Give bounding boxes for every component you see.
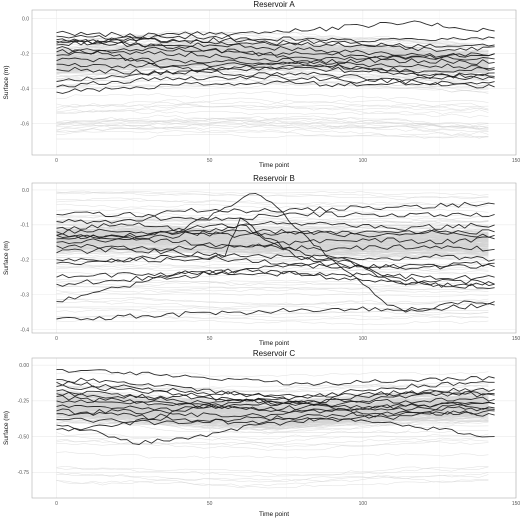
x-tick-label: 0 <box>55 501 58 507</box>
x-tick-label: 100 <box>358 158 368 164</box>
y-tick-label: -0.25 <box>17 398 29 405</box>
chart-title: Reservoir B <box>253 174 295 183</box>
y-axis-title: Surface (m) <box>3 65 10 100</box>
y-axis-title: Surface (m) <box>3 411 10 445</box>
chart-title: Reservoir C <box>252 349 296 358</box>
y-tick-label: -0.2 <box>20 257 29 264</box>
y-tick-label: 0.0 <box>22 187 29 194</box>
y-tick-label: 0.00 <box>19 362 29 369</box>
x-tick-label: 150 <box>511 501 521 507</box>
y-tick-label: -0.50 <box>17 434 29 441</box>
x-tick-label: 100 <box>358 501 368 507</box>
y-axis-title: Surface (m) <box>3 241 10 275</box>
x-tick-label: 50 <box>206 158 213 164</box>
x-tick-label: 150 <box>511 336 521 342</box>
y-tick-label: -0.3 <box>20 292 29 299</box>
x-axis-title: Time point <box>258 162 290 169</box>
chart-panel-2 <box>3 174 520 347</box>
y-tick-label: -0.4 <box>20 327 29 334</box>
chart-title: Reservoir A <box>253 0 295 9</box>
y-tick-label: -0.1 <box>20 222 29 229</box>
y-tick-label: -0.6 <box>20 121 29 128</box>
chart-panel-1 <box>3 0 520 169</box>
x-axis-title: Time point <box>258 511 290 518</box>
y-tick-label: 0.0 <box>22 16 29 23</box>
x-tick-label: 50 <box>206 501 213 507</box>
x-axis-title: Time point <box>258 340 290 347</box>
x-tick-label: 50 <box>206 336 213 342</box>
y-tick-label: -0.2 <box>20 51 29 58</box>
x-tick-label: 100 <box>358 336 368 342</box>
y-tick-label: -0.75 <box>17 470 29 477</box>
x-tick-label: 150 <box>511 158 521 164</box>
chart-panel-3 <box>3 349 520 518</box>
x-tick-label: 0 <box>55 336 58 342</box>
x-tick-label: 0 <box>55 158 58 164</box>
y-tick-label: -0.4 <box>20 86 29 93</box>
